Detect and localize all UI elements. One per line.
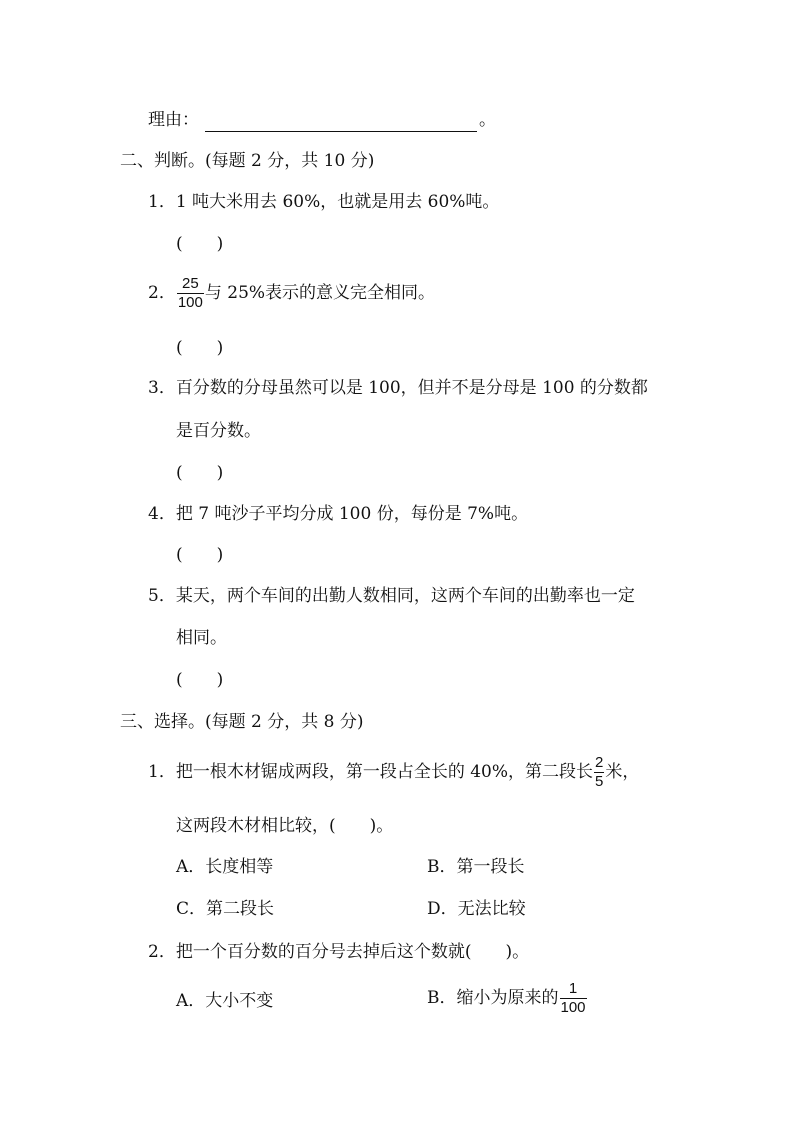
s2-q5-line2: 相同。 <box>176 628 227 648</box>
reason-line <box>148 108 496 132</box>
s2-q3-line2: 是百分数。 <box>176 421 261 441</box>
s2-q2-frac-den: 100 <box>177 294 203 311</box>
s3-q2-option-b-frac-num: 1 <box>568 980 578 997</box>
s3-q1-option-b[interactable]: B．第一段长 <box>427 857 525 877</box>
s2-q3-num: 3． <box>148 378 176 398</box>
s3-q1-option-c[interactable]: C．第二段长 <box>176 899 275 919</box>
s2-q4-text: 把 7 吨沙子平均分成 100 份，每份是 7%吨。 <box>175 504 529 524</box>
s2-q4-num: 4． <box>148 504 176 524</box>
s2-q1 <box>148 190 499 214</box>
s2-q2-answer[interactable]: ( ) <box>176 338 224 358</box>
s3-q2-option-b-text: B．缩小为原来的 <box>427 988 559 1008</box>
s3-q1-frac-den: 5 <box>595 773 604 790</box>
s2-q2-num: 2． <box>148 283 176 303</box>
reason-end: 。 <box>479 110 496 130</box>
s2-q1-text: 1 吨大米用去 60%，也就是用去 60%吨。 <box>175 192 500 212</box>
s3-q2-option-b-fraction <box>560 980 587 1017</box>
s3-q2-option-a[interactable]: A．大小不变 <box>176 991 274 1011</box>
s3-q2-option-b-frac-den: 100 <box>560 999 586 1016</box>
s2-q3-answer[interactable]: ( ) <box>176 463 224 483</box>
s2-q2 <box>148 270 435 316</box>
s3-q2-num: 2． <box>148 942 176 962</box>
s2-q5-num: 5． <box>148 586 176 606</box>
s2-q4-answer[interactable]: ( ) <box>176 545 224 565</box>
s2-q2-fraction <box>177 275 204 312</box>
s3-q2-option-b[interactable] <box>427 975 588 1021</box>
s2-q4 <box>148 502 528 526</box>
s3-q2-text: 把一个百分数的百分号去掉后这个数就( )。 <box>175 942 530 962</box>
section3-header: 三、选择。(每题 2 分，共 8 分) <box>120 712 364 732</box>
s3-q1-fraction <box>594 754 604 791</box>
s2-q5-answer[interactable]: ( ) <box>176 670 224 690</box>
s2-q2-frac-num: 25 <box>182 275 199 292</box>
reason-blank[interactable] <box>205 113 477 132</box>
s3-q1-option-d[interactable]: D．无法比较 <box>427 899 526 919</box>
reason-label: 理由： <box>148 110 199 130</box>
s3-q2 <box>148 940 529 964</box>
s3-q1-line2: 这两段木材相比较，( )。 <box>176 816 394 836</box>
s2-q3-line1 <box>148 376 648 400</box>
s2-q5-line1 <box>148 584 635 608</box>
s3-q1-text-a: 把一根木材锯成两段，第一段占全长的 40%，第二段长 <box>175 762 594 782</box>
s3-q1-line1 <box>148 749 639 795</box>
s3-q1-frac-num: 2 <box>595 754 604 771</box>
s3-q1-option-a[interactable]: A．长度相等 <box>176 857 274 877</box>
s2-q2-text: 与 25%表示的意义完全相同。 <box>204 283 436 303</box>
s3-q1-num: 1． <box>148 762 176 782</box>
s2-q5-text1: 某天，两个车间的出勤人数相同，这两个车间的出勤率也一定 <box>175 586 635 606</box>
s2-q3-text1: 百分数的分母虽然可以是 100，但并不是分母是 100 的分数都 <box>175 378 648 398</box>
s2-q1-answer[interactable]: ( ) <box>176 234 224 254</box>
s2-q1-num: 1． <box>148 192 176 212</box>
section2-header: 二、判断。(每题 2 分，共 10 分) <box>120 151 375 171</box>
s3-q1-text-b: 米， <box>605 762 640 782</box>
